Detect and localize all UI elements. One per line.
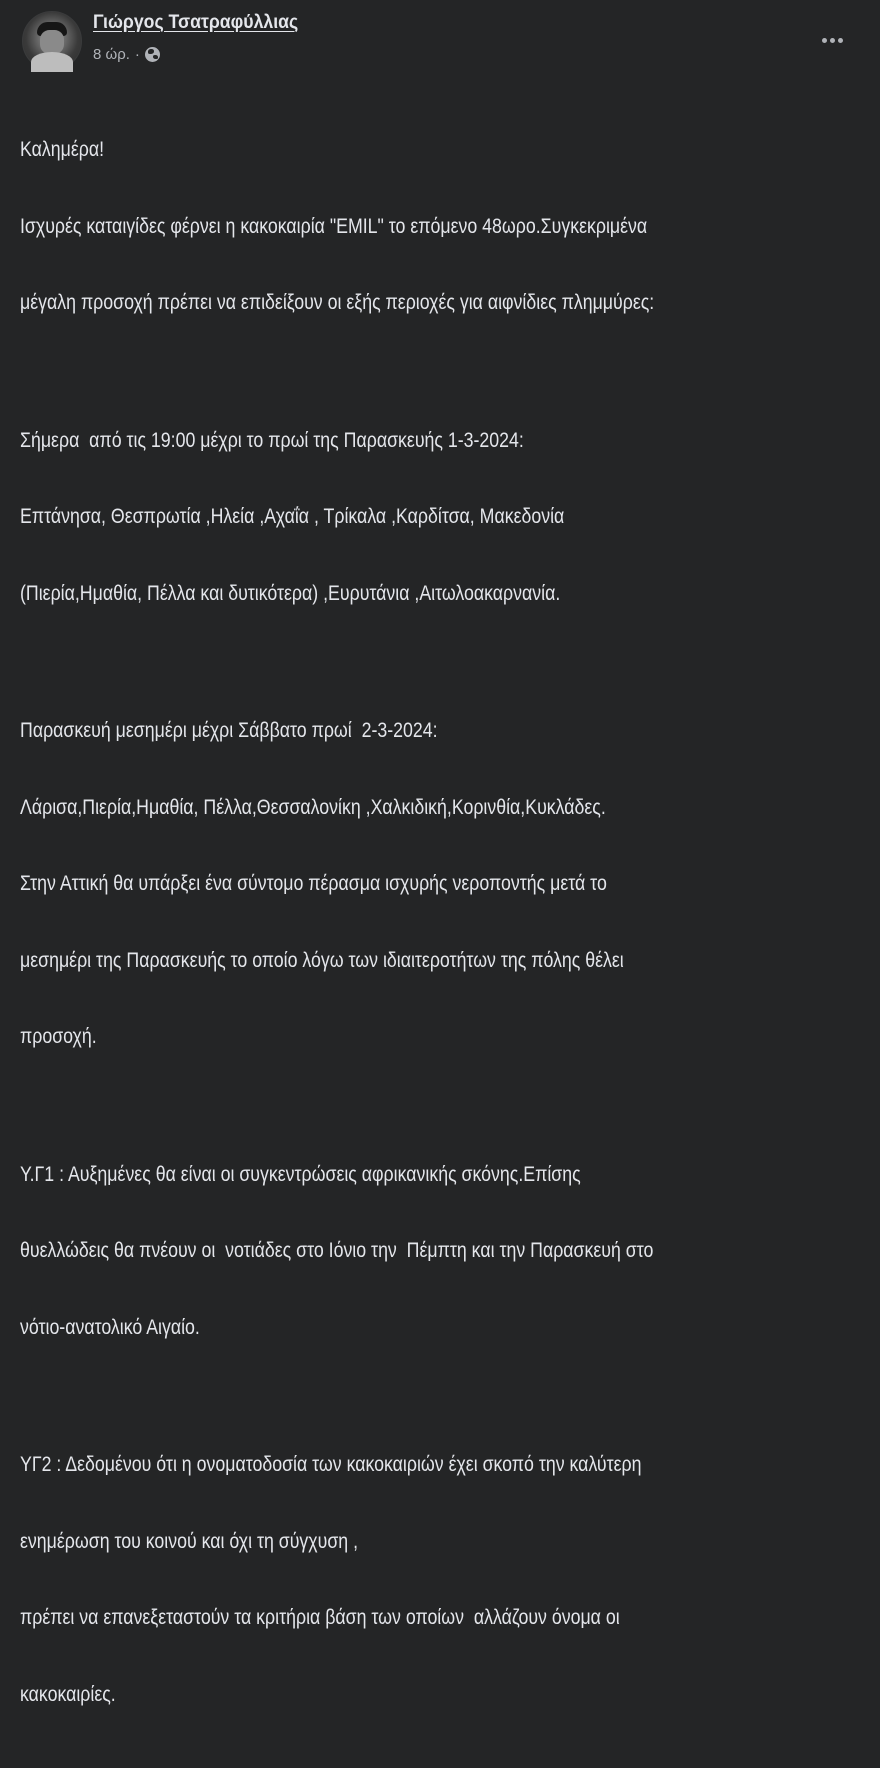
meta-separator: · <box>134 46 140 63</box>
text-line: Επτάνησα, Θεσπρωτία ,Ηλεία ,Αχαΐα , Τρίκαλα ,Καρδίτσα, Μακεδονία <box>20 505 565 528</box>
text-line: πρέπει να επανεξεταστούν τα κριτήρια βάση των οποίων αλλάζουν όνομα οι <box>20 1606 620 1629</box>
text-line: προσοχή. <box>20 1025 97 1048</box>
text-line: Καλημέρα! <box>20 138 105 161</box>
paragraph-today <box>20 377 865 658</box>
post-meta <box>93 46 160 63</box>
text-line: Παρασκευή μεσημέρι μέχρι Σάββατο πρωί 2-3-2024: <box>20 719 438 742</box>
paragraph-friday <box>20 667 865 1101</box>
paragraph-ps2 <box>20 1401 865 1758</box>
post-timestamp[interactable]: 8 ώρ. <box>93 46 130 63</box>
avatar[interactable] <box>22 11 82 71</box>
avatar-shoulders <box>31 52 73 72</box>
dot-icon <box>838 38 843 43</box>
text-line: Ισχυρές καταιγίδες φέρνει η κακοκαιρία "EMIL" το επόμενο 48ωρο.Συγκεκριμένα <box>20 214 648 238</box>
text-line: μεσημέρι της Παρασκευής το οποίο λόγω των ιδιαιτεροτήτων της πόλης θέλει <box>20 948 624 972</box>
text-line: νότιο-ανατολικό Αιγαίο. <box>20 1315 200 1339</box>
text-line: ΥΓ2 : Δεδομένου ότι η ονοματοδοσία των κακοκαιριών έχει σκοπό την καλύτερη <box>20 1453 642 1476</box>
post-body <box>20 86 865 1768</box>
text-line: κακοκαιρίες. <box>20 1682 116 1706</box>
avatar-face <box>40 30 64 54</box>
paragraph-ps1 <box>20 1111 865 1392</box>
text-line: ενημέρωση του κοινού και όχι τη σύγχυση , <box>20 1529 358 1553</box>
text-line: Σήμερα από τις 19:00 μέχρι το πρωί της Παρασκευής 1-3-2024: <box>20 428 524 452</box>
dot-icon <box>830 38 835 43</box>
more-options-button[interactable] <box>812 22 852 58</box>
text-line: Λάρισα,Πιερία,Ημαθία, Πέλλα,Θεσσαλονίκη ,Χαλκιδική,Κορινθία,Κυκλάδες. <box>20 795 606 819</box>
text-line: Υ.Γ1 : Αυξημένες θα είναι οι συγκεντρώσεις αφρικανικής σκόνης.Επίσης <box>20 1162 581 1186</box>
text-line: Στην Αττική θα υπάρξει ένα σύντομο πέρασμα ισχυρής νεροποντής μετά το <box>20 872 607 895</box>
post-header <box>0 0 880 80</box>
text-line: θυελλώδεις θα πνέουν οι νοτιάδες στο Ιόνιο την Πέμπτη και την Παρασκευή στο <box>20 1239 654 1262</box>
dot-icon <box>822 38 827 43</box>
paragraph-greeting <box>20 86 865 367</box>
author-name-link[interactable]: Γιώργος Τσατραφύλλιας <box>93 12 299 33</box>
text-line: (Πιερία,Ημαθία, Πέλλα και δυτικότερα) ,Ευρυτάνια ,Αιτωλοακαρνανία. <box>20 581 561 605</box>
text-line: μέγαλη προσοχή πρέπει να επιδείξουν οι εξής περιοχές για αιφνίδιες πλημμύρες: <box>20 291 655 314</box>
globe-icon[interactable] <box>145 47 160 62</box>
